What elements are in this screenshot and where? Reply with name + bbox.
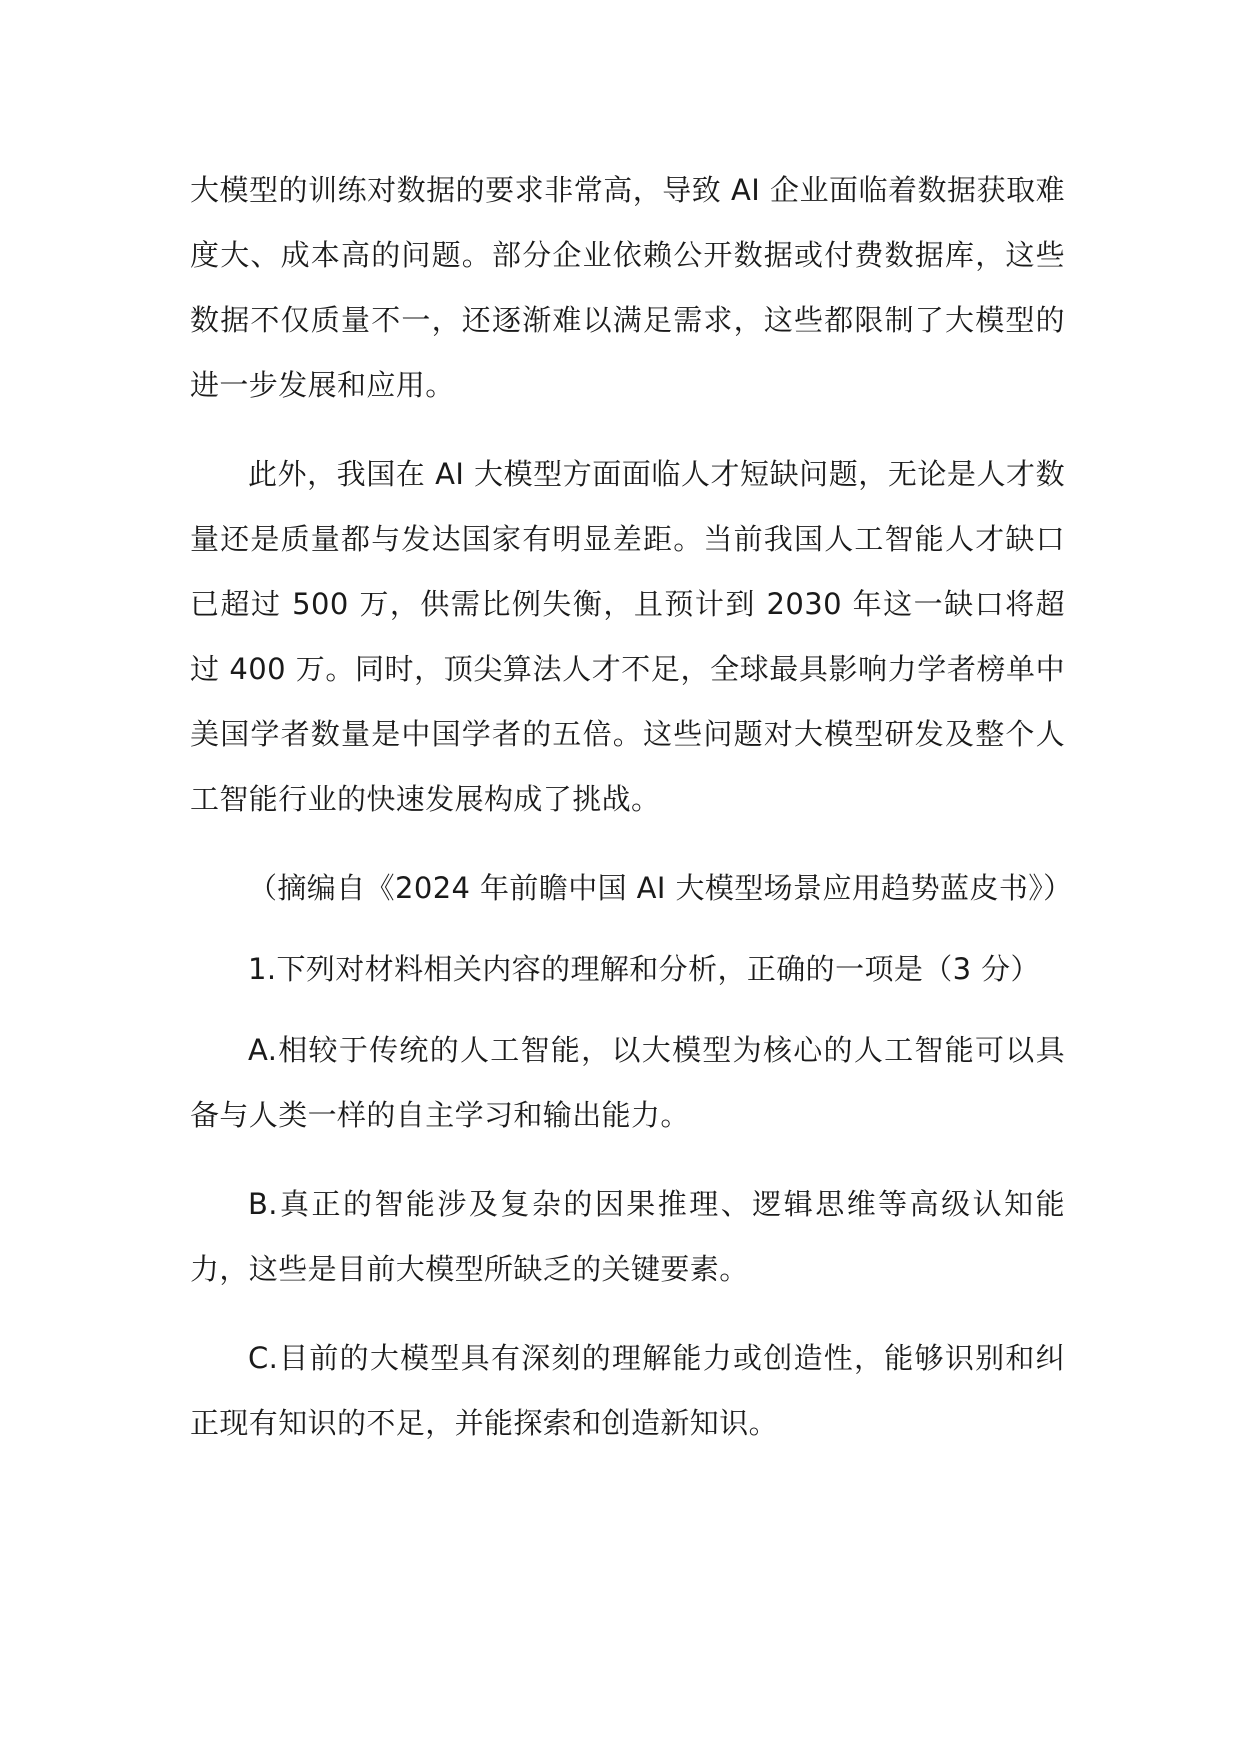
option-c: C.目前的大模型具有深刻的理解能力或创造性，能够识别和纠正现有知识的不足，并能探索和创造新知识。 (190, 1341, 1065, 1440)
source-citation: （摘编自《2024 年前瞻中国 AI 大模型场景应用趋势蓝皮书》） (248, 871, 1073, 905)
option-b: B.真正的智能涉及复杂的因果推理、逻辑思维等高级认知能力，这些是目前大模型所缺乏的关键要素。 (190, 1187, 1065, 1286)
document-body (190, 158, 1073, 1456)
paragraph-talent-shortage: 此外，我国在 AI 大模型方面面临人才短缺问题，无论是人才数量还是质量都与发达国家有明显差距。当前我国人工智能人才缺口已超过 500 万，供需比例失衡，且预计到 2030 年这一缺口将超过 400 万。同时，顶尖算法人才不足，全球最具影响力学者榜单中美国学者数量是中国学者的五倍。这些问题对大模型研发及整个人工智能行业的快速发展构成了挑战。 (190, 457, 1065, 816)
paragraph-data-challenges: 大模型的训练对数据的要求非常高，导致 AI 企业面临着数据获取难度大、成本高的问题。部分企业依赖公开数据或付费数据库，这些数据不仅质量不一，还逐渐难以满足需求，这些都限制了大模型的进一步发展和应用。 (190, 173, 1065, 402)
option-a: A.相较于传统的人工智能，以大模型为核心的人工智能可以具备与人类一样的自主学习和输出能力。 (190, 1033, 1065, 1132)
question-stem: 1.下列对材料相关内容的理解和分析，正确的一项是（3 分） (248, 952, 1040, 986)
